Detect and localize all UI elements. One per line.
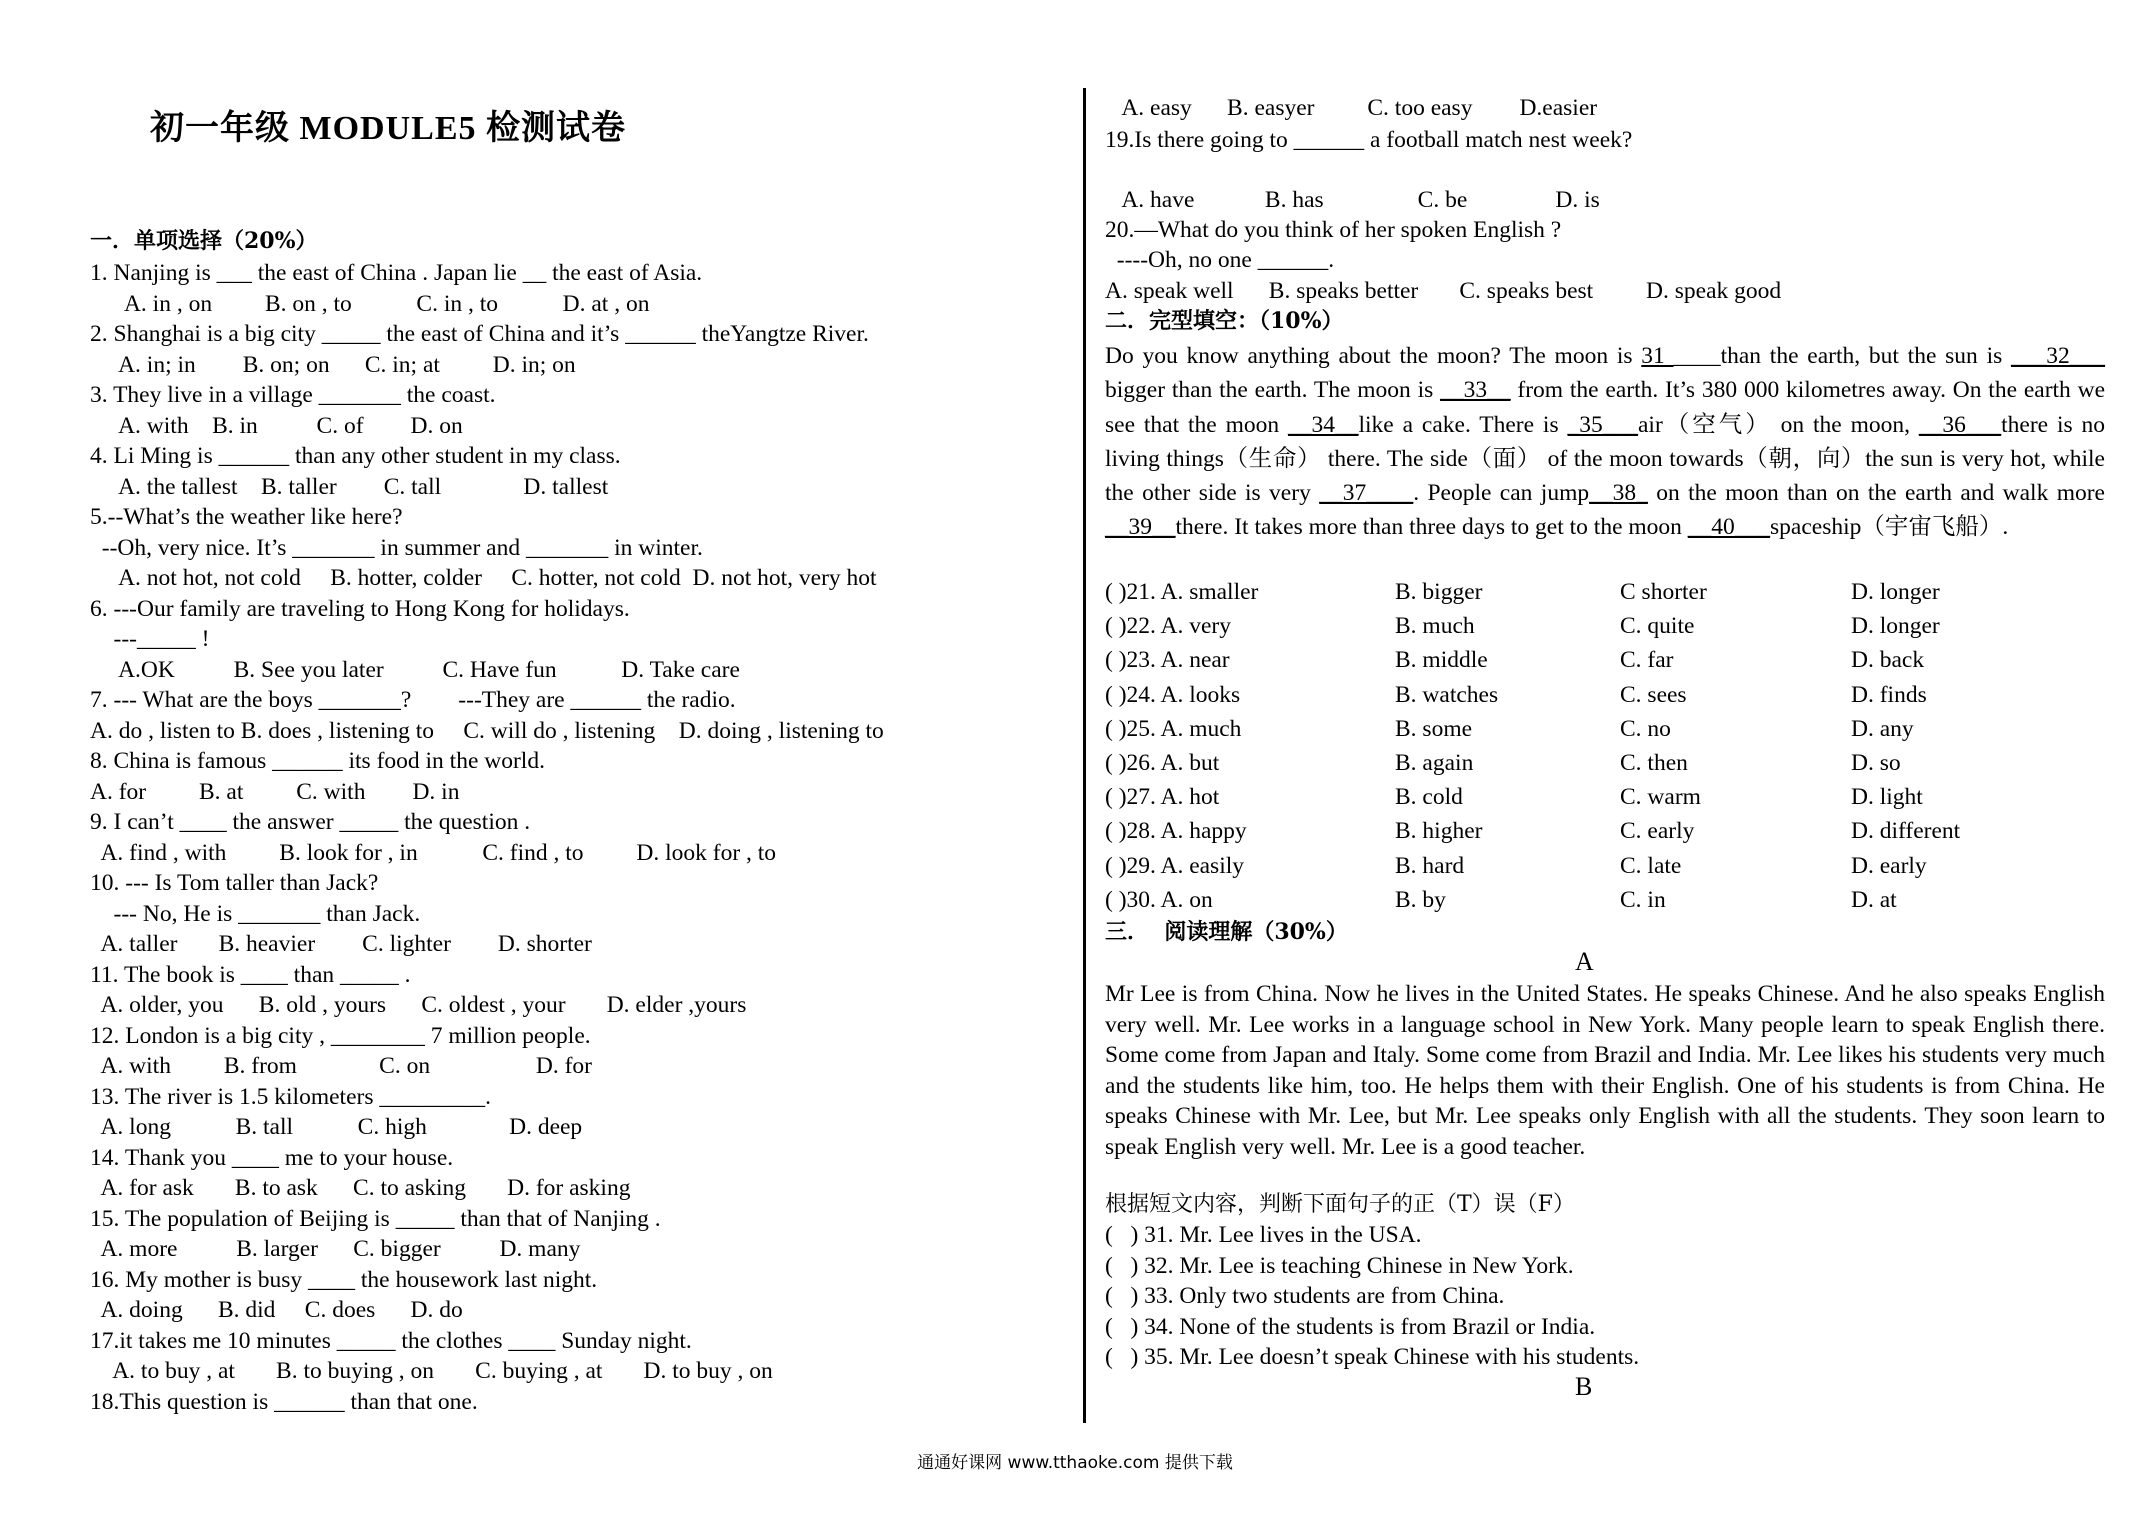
question-line: 14. Thank you ____ me to your house. (90, 1144, 454, 1171)
option-c: C. late (1620, 852, 1682, 879)
question-line: A. taller B. heavier C. lighter D. shorter (90, 931, 592, 957)
question-line: 16. My mother is busy ____ the housework last night. (90, 1266, 598, 1293)
question-line: A. find , with B. look for , in C. find , to D. look for , to (90, 839, 777, 866)
passage-a-text: Mr Lee is from China. Now he lives in the United States. He speaks Chinese. And he also speaks English very well. Mr. Lee works in a language school in New York. Many people learn to speak English there. Some come from Japan and Italy. Some come from Brazil and India. Mr. Lee likes his students very much and the students like him, too. He helps them with their English. One of his students is from China. He speaks Chinese with Mr. Lee, but Mr. Lee speaks only English with all the students. They soon learn to speak English very well. Mr. Lee is a good teacher. (1105, 981, 2105, 1160)
option-b: B. cold (1395, 784, 1463, 811)
option-c: C. warm (1620, 784, 1701, 811)
section-3-heading: 三． 阅读理解（30%） (1105, 919, 1348, 945)
question-line: A. for ask B. to ask C. to asking D. for asking (90, 1175, 631, 1201)
question-line: A. the tallest B. taller C. tall D. tallest (90, 473, 609, 500)
question-line: A. with B. from C. on D. for (90, 1053, 592, 1079)
question-line: 17.it takes me 10 minutes _____ the clothes ____ Sunday night. (90, 1327, 692, 1354)
option-c: C shorter (1620, 579, 1707, 605)
question-line: A. with B. in C. of D. on (90, 412, 463, 439)
passage-a-label: A (1575, 947, 1594, 976)
question-line: 10. --- Is Tom taller than Jack? (90, 870, 379, 896)
column-divider (1083, 88, 1086, 1423)
question-line: 1. Nanjing is ___ the east of China . Japan lie __ the east of Asia. (90, 260, 703, 286)
option-d: D. light (1851, 784, 1923, 811)
option-c: C. sees (1620, 681, 1687, 708)
option-d: D. different (1851, 818, 1961, 845)
option-q: ( )27. A. hot (1105, 784, 1220, 811)
option-c: C. quite (1620, 613, 1695, 640)
question-line: A. for B. at C. with D. in (90, 778, 460, 805)
question-line: 2. Shanghai is a big city _____ the east of China and it’s ______ theYangtze River. (90, 321, 869, 347)
question-line: ---_____ ! (90, 626, 210, 652)
passage-b-label: B (1575, 1372, 1593, 1401)
question-line: A. have B. has C. be D. is (1105, 187, 1600, 213)
question-line: A. easy B. easyer C. too easy D.easier (1105, 95, 1598, 121)
option-b: B. bigger (1395, 579, 1483, 605)
option-d: D. early (1851, 852, 1927, 879)
option-q: ( )25. A. much (1105, 715, 1242, 742)
option-b: B. middle (1395, 647, 1488, 674)
page-title: 初一年级 MODULE5 检测试卷 (150, 110, 626, 147)
cloze-passage: Do you know anything about the moon? The moon is 31 ____than the earth, but the sun is ___32___ bigger than the earth. The moon is __33__ from the earth. It’s 380 000 kilometres away. On the earth we see that the moon __34__like a cake. There is _35___air（空气） on the moon, __36___there is no living things（生命） there. The side（面） of the moon towards（朝，向）the sun is very hot, while the other side is very __37____. People can jump__38_ on the moon than on the earth and walk more __39__there. It takes more than three days to get to the moon __40___spaceship（宇宙飞船）. (1105, 343, 2106, 541)
question-line: 3. They live in a village _______ the coast. (90, 382, 496, 408)
question-line: 19.Is there going to ______ a football match nest week? (1105, 127, 1633, 153)
question-line: A.OK B. See you later C. Have fun D. Take care (90, 656, 740, 683)
option-c: C. no (1620, 715, 1671, 742)
page-footer: 通通好课网 www.tthaoke.com 提供下载 (917, 1453, 1233, 1473)
question-line: A. long B. tall C. high D. deep (90, 1114, 583, 1140)
option-q: ( )29. A. easily (1105, 852, 1245, 879)
question-line: A. in , on B. on , to C. in , to D. at , on (90, 290, 650, 317)
option-q: ( )21. A. smaller (1105, 579, 1259, 605)
question-line: 5.--What’s the weather like here? (90, 504, 403, 530)
option-c: C. in (1620, 886, 1666, 913)
section-2-heading: 二．完型填空：（10%） (1105, 308, 1344, 334)
option-c: C. far (1620, 647, 1674, 674)
question-line: A. more B. larger C. bigger D. many (90, 1236, 581, 1262)
question-line: 7. --- What are the boys _______? ---They are ______ the radio. (90, 687, 736, 713)
option-b: B. some (1395, 715, 1473, 742)
question-line: 4. Li Ming is ______ than any other student in my class. (90, 443, 621, 469)
option-c: C. early (1620, 818, 1695, 845)
option-d: D. so (1851, 750, 1901, 776)
option-b: B. much (1395, 613, 1475, 640)
tf-item: ( ) 33. Only two students are from China. (1105, 1283, 1505, 1309)
tf-item: ( ) 32. Mr. Lee is teaching Chinese in New York. (1105, 1252, 1574, 1279)
option-q: ( )30. A. on (1105, 886, 1213, 913)
question-line: 11. The book is ____ than _____ . (90, 961, 411, 988)
option-d: D. longer (1851, 579, 1940, 605)
option-c: C. then (1620, 750, 1688, 776)
question-line: 15. The population of Beijing is _____ than that of Nanjing . (90, 1205, 661, 1232)
tf-instruction: 根据短文内容，判断下面句子的正（T）误（F） (1105, 1192, 1575, 1217)
question-line: A. to buy , at B. to buying , on C. buying , at D. to buy , on (90, 1358, 773, 1384)
option-b: B. hard (1395, 852, 1465, 879)
question-line: A. in; in B. on; on C. in; at D. in; on (90, 351, 576, 378)
option-q: ( )24. A. looks (1105, 681, 1241, 708)
option-b: B. higher (1395, 818, 1483, 845)
question-line: 8. China is famous ______ its food in the world. (90, 748, 545, 774)
question-line: A. doing B. did C. does D. do (90, 1297, 463, 1323)
option-b: B. by (1395, 886, 1446, 913)
question-line: 9. I can’t ____ the answer _____ the question . (90, 809, 531, 835)
section-1-heading: 一．单项选择（20%） (90, 228, 318, 254)
option-d: D. any (1851, 715, 1914, 742)
option-d: D. finds (1851, 681, 1927, 708)
question-line: A. not hot, not cold B. hotter, colder C. hotter, not cold D. not hot, very hot (90, 565, 877, 591)
tf-item: ( ) 34. None of the students is from Brazil or India. (1105, 1313, 1596, 1340)
question-line: --Oh, very nice. It’s _______ in summer and _______ in winter. (90, 534, 703, 561)
tf-item: ( ) 35. Mr. Lee doesn’t speak Chinese with his students. (1105, 1344, 1640, 1370)
question-line: 13. The river is 1.5 kilometers _________. (90, 1083, 491, 1110)
question-line: 20.—What do you think of her spoken English ? (1105, 217, 1562, 243)
option-q: ( )22. A. very (1105, 613, 1231, 640)
question-line: A. older, you B. old , yours C. oldest , your D. elder ,yours (90, 992, 747, 1018)
question-line: 18.This question is ______ than that one. (90, 1388, 478, 1415)
question-line: --- No, He is _______ than Jack. (90, 900, 421, 927)
question-line: 6. ---Our family are traveling to Hong Kong for holidays. (90, 595, 630, 622)
option-d: D. longer (1851, 613, 1940, 640)
question-line: A. do , listen to B. does , listening to C. will do , listening D. doing , listening to (90, 717, 884, 744)
question-line: A. speak well B. speaks better C. speaks best D. speak good (1105, 278, 1782, 304)
option-d: D. at (1851, 886, 1897, 913)
option-q: ( )26. A. but (1105, 750, 1220, 776)
option-b: B. again (1395, 750, 1474, 776)
option-d: D. back (1851, 647, 1925, 674)
option-q: ( )23. A. near (1105, 647, 1230, 674)
tf-item: ( ) 31. Mr. Lee lives in the USA. (1105, 1222, 1422, 1248)
option-q: ( )28. A. happy (1105, 818, 1247, 845)
option-b: B. watches (1395, 681, 1499, 708)
question-line: ----Oh, no one ______. (1105, 247, 1335, 273)
question-line: 12. London is a big city , ________ 7 million people. (90, 1022, 591, 1049)
